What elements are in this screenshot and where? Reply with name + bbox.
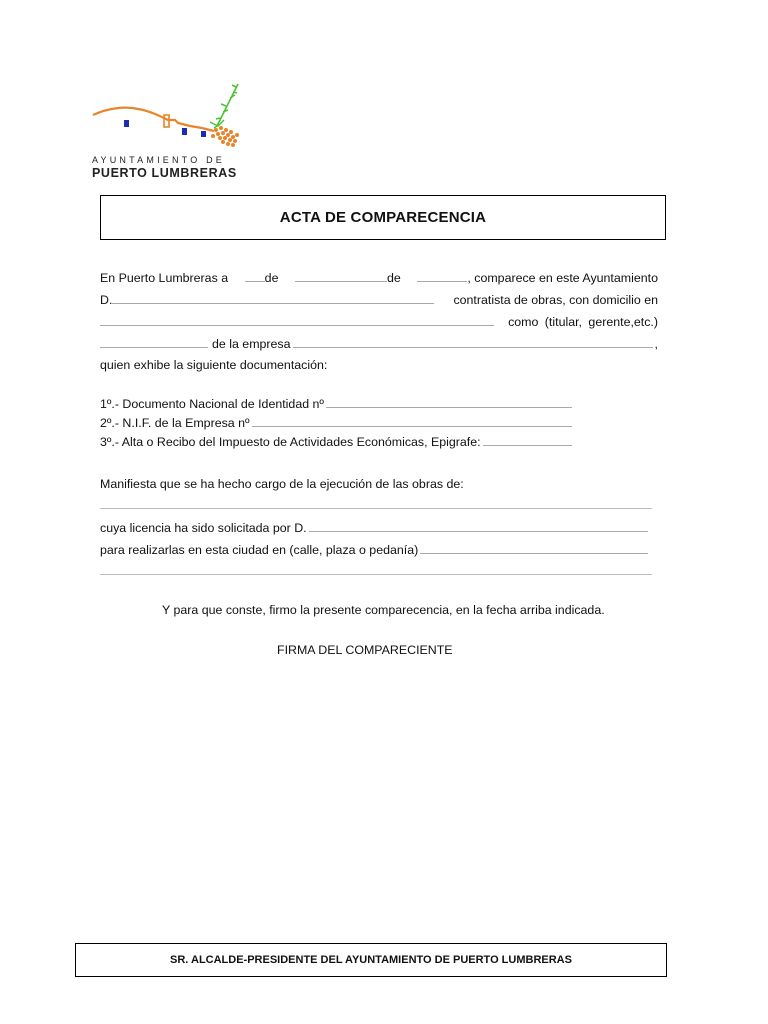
text-de-la-empresa: de la empresa	[212, 337, 291, 351]
nif-field[interactable]	[252, 413, 572, 427]
license-line	[100, 518, 650, 536]
doc-label-1: 1º.- Documento Nacional de Identidad nº	[100, 397, 324, 411]
doc-item-1	[100, 394, 574, 412]
text-como: como (titular, gerente,etc.)	[508, 315, 658, 329]
doc-item-3	[100, 432, 574, 450]
signature-label: FIRMA DEL COMPARECIENTE	[277, 643, 453, 657]
location-extra-field[interactable]	[100, 574, 652, 575]
form-line-2	[100, 290, 658, 308]
closing-statement: Y para que conste, firmo la presente comparecencia, en la fecha arriba indicada.	[162, 603, 605, 617]
form-line-3	[100, 312, 658, 330]
license-label: cuya licencia ha sido solicitada por D.	[100, 521, 307, 535]
address-field[interactable]	[100, 312, 494, 326]
license-applicant-field[interactable]	[309, 518, 648, 532]
logo-emblem-icon	[90, 78, 250, 154]
doc-label-3: 3º.- Alta o Recibo del Impuesto de Actividades Económicas, Epigrafe:	[100, 435, 481, 449]
form-line-1	[100, 268, 658, 286]
logo-text-line2: PUERTO LUMBRERAS	[92, 166, 237, 180]
text-en-puerto: En Puerto Lumbreras a	[100, 271, 229, 285]
palm-trunk	[217, 84, 238, 126]
role-field[interactable]	[100, 334, 208, 348]
location-field[interactable]	[420, 540, 648, 554]
works-description-field[interactable]	[100, 508, 652, 509]
doc-label-2: 2º.- N.I.F. de la Empresa nº	[100, 416, 250, 430]
municipal-logo	[90, 78, 250, 182]
iae-field[interactable]	[483, 432, 572, 446]
house-1	[124, 120, 129, 127]
day-field[interactable]	[245, 268, 265, 282]
tower-shape	[164, 115, 169, 127]
text-de-2: de	[387, 271, 401, 285]
year-field[interactable]	[417, 268, 467, 282]
text-comma: ,	[654, 337, 658, 351]
name-field[interactable]	[112, 290, 434, 304]
doc-item-2	[100, 413, 574, 431]
text-d: D.	[100, 293, 113, 307]
text-de-1: de	[264, 271, 279, 285]
palm-leaves	[216, 85, 237, 119]
text-contratista: contratista de obras, con domicilio en	[453, 293, 658, 307]
logo-text-line1: AYUNTAMIENTO DE	[92, 155, 226, 165]
house-2	[182, 128, 187, 135]
form-line-4	[100, 334, 658, 352]
dni-field[interactable]	[326, 394, 572, 408]
location-line	[100, 540, 650, 558]
month-field[interactable]	[295, 268, 387, 282]
company-field[interactable]	[293, 334, 653, 348]
location-label: para realizarlas en esta ciudad en (calle, plaza o pedanía)	[100, 543, 419, 557]
hill-line	[93, 108, 214, 131]
works-intro: Manifiesta que se ha hecho cargo de la ejecución de las obras de:	[100, 477, 464, 491]
document-title: ACTA DE COMPARECENCIA	[100, 195, 666, 240]
house-3	[201, 131, 206, 137]
dotted-mound	[211, 126, 239, 147]
text-comparece: , comparece en este Ayuntamiento	[467, 271, 658, 285]
form-line-5: quien exhibe la siguiente documentación:	[100, 358, 328, 372]
addressee-box: SR. ALCALDE-PRESIDENTE DEL AYUNTAMIENTO DE PUERTO LUMBRERAS	[75, 943, 667, 977]
